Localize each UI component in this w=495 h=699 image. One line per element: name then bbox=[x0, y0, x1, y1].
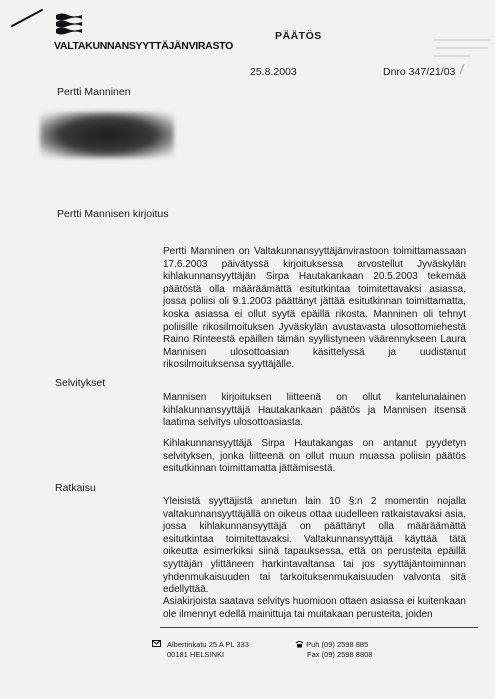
address-line-1: Albertinkatu 25 A PL 333 bbox=[167, 640, 249, 649]
intro-paragraph: Pertti Manninen on Valtakunnansyyttäjänvirastoon toimittamassaan 17.6.2003 päivätyssä kirjoituksessa arvostellut Jyväskylän kihlakunnansyyttäjän Sirpa Hautakankaan 20.5.2003 tekemää päätöstä olla määräämättä esitutkintaa toimitettavaksi asiassa, jossa poliisi oli 9.1.2003 päättänyt jättää esitutkinnan toimittamatta, koska asiassa ei ollut syytä epäillä rikosta. Manninen oli tehnyt poliisille rikosilmoituksen Jyväskylän avustavasta ulosottomiehestä Raino Rinteestä epäillen tämän syyllistyneen väärennykseen Laura Mannisen ulosottoasian käsittelyssä ja uudistanut rikosilmoituksensa syyttäjälle. bbox=[163, 246, 466, 371]
recipient-name: Pertti Manninen bbox=[57, 86, 131, 98]
section-label-ratkaisu: Ratkaisu bbox=[55, 482, 96, 494]
phone-icon bbox=[295, 640, 304, 648]
address-line-2: 00181 HELSINKI bbox=[167, 650, 225, 659]
redacted-address-block bbox=[40, 112, 174, 158]
document-date: 25.8.2003 bbox=[250, 66, 297, 78]
footer-divider bbox=[160, 627, 478, 628]
footer-contact bbox=[295, 640, 372, 660]
phone-number: Puh (09) 2598 885 bbox=[306, 640, 369, 649]
pen-stroke-mark bbox=[10, 8, 44, 28]
subject-heading: Pertti Mannisen kirjoitus bbox=[57, 208, 169, 220]
ratkaisu-paragraph-2: Asiakirjoista saatava selvitys huomioon ottaen asiassa ei kuitenkaan ole ilmennyt edellä mainittuja tai muitakaan perusteita, joiden bbox=[163, 596, 466, 620]
agency-name: VALTAKUNNANSYYTTÄJÄNVIRASTO bbox=[54, 40, 233, 52]
selvitykset-paragraph-1: Mannisen kirjoituksen liitteenä on ollut kantelunalainen kihlakunnansyyttäjä Hautakankaan päätös ja Mannisen itsensä laatima selvitys ulosottoasiasta. bbox=[163, 392, 466, 429]
section-label-selvitykset: Selvitykset bbox=[55, 377, 106, 389]
ratkaisu-paragraph-1: Yleisistä syyttäjistä annetun lain 10 §:n 2 momentin nojalla valtakunnansyyttäjällä on oikeus ottaa uudelleen ratkaistavaksi asia, jossa kihlakunnansyyttäjä on päättänyt olla määräämättä esitutkintaa toimitettavaksi. Valtakunnansyyttäjä käyttää tätä oikeutta esimerkiksi siinä tapauksessa, että on perusteita epäillä syyttäjän ylittäneen harkintavaltansa tai jos syyttäjäntoiminnan yhdenmukaisuuden tai tarkoituksenmukaisuuden valvonta sitä edellyttää. bbox=[163, 496, 466, 596]
envelope-icon bbox=[152, 640, 161, 647]
selvitykset-paragraph-2: Kihlakunnansyyttäjä Sirpa Hautakangas on antanut pyydetyn selvityksen, jonka liitteenä on ollut muun muassa poliisin päätös esitutkinnan toimittamatta jättämisestä. bbox=[163, 438, 466, 475]
footer-address bbox=[152, 640, 249, 660]
fax-number: Fax (09) 2598 8808 bbox=[307, 650, 373, 659]
document-type: PÄÄTÖS bbox=[275, 30, 322, 42]
document-number: Dnro 347/21/03 bbox=[383, 66, 456, 78]
waves-logo-icon bbox=[54, 12, 84, 40]
